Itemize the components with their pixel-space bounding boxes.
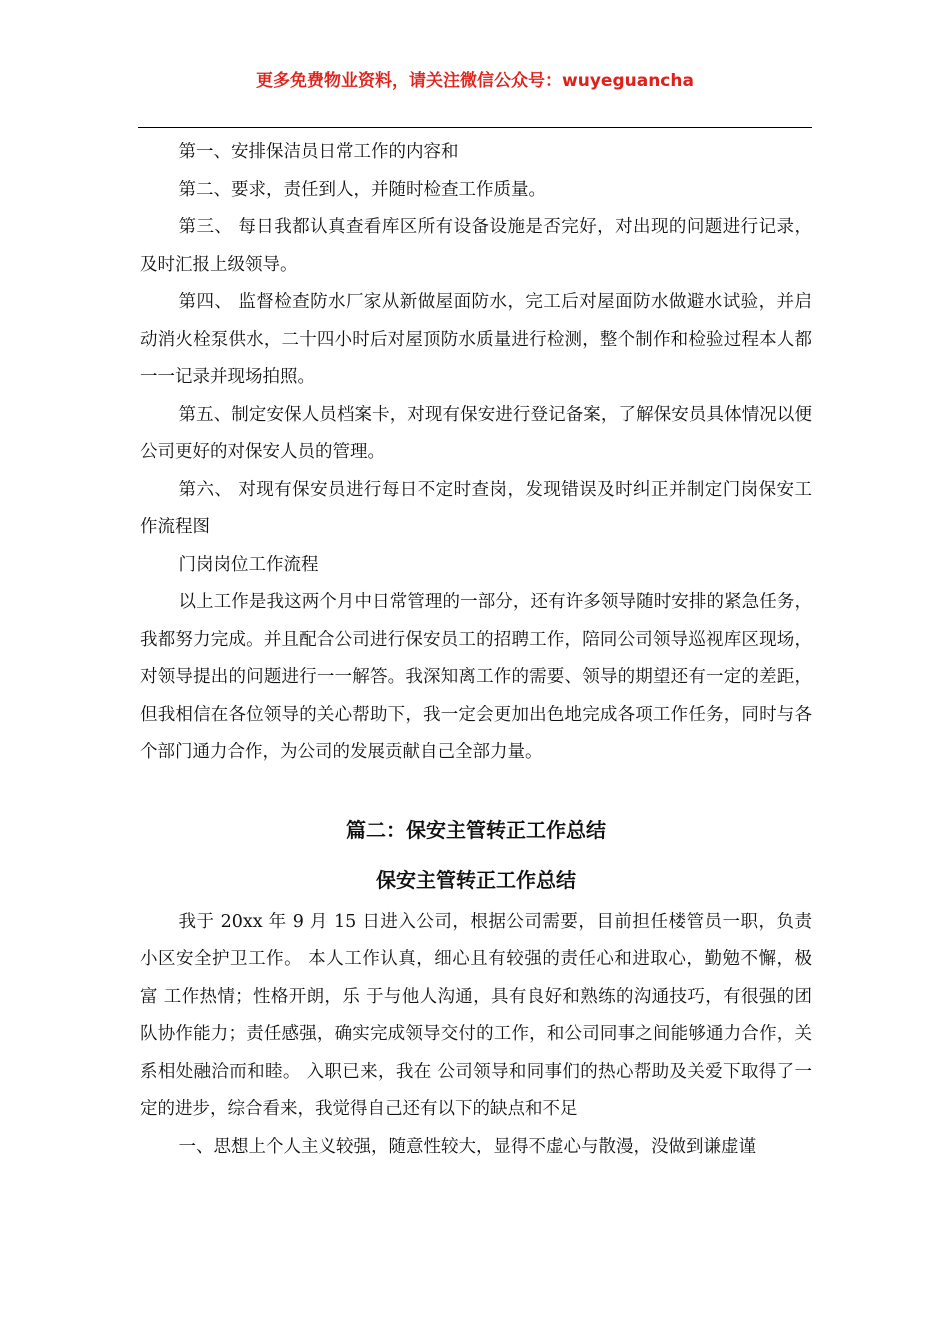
- document-body: [140, 134, 812, 1166]
- document-title: 保安主管转正工作总结: [376, 867, 576, 892]
- paragraph: 第四、 监督检查防水厂家从新做屋面防水，完工后对屋面防水做避水试验，并启动消火栓泵供水，二十四小时后对屋顶防水质量进行检测，整个制作和检验过程本人都一一记录并现场拍照。: [140, 292, 812, 387]
- paragraph: 第五、制定安保人员档案卡，对现有保安进行登记备案，了解保安员具体情况以便公司更好的对保安人员的管理。: [140, 404, 812, 462]
- promo-header: 更多免费物业资料，请关注微信公众号：wuyeguancha: [256, 71, 694, 91]
- header-divider: [138, 127, 812, 128]
- paragraph: 以上工作是我这两个月中日常管理的一部分，还有许多领导随时安排的紧急任务，我都努力完成。并且配合公司进行保安员工的招聘工作，陪同公司领导巡视库区现场，对领导提出的问题进行一一解答。我深知离工作的需要、领导的期望还有一定的差距，但我相信在各位领导的关心帮助下，我一定会更加出色地完成各项工作任务，同时与各个部门通力合作，为公司的发展贡献自己全部力量。: [140, 592, 812, 762]
- paragraph: 第三、 每日我都认真查看库区所有设备设施是否完好，对出现的问题进行记录，及时汇报上级领导。: [140, 217, 812, 275]
- paragraph: 第二、要求，责任到人，并随时检查工作质量。: [178, 179, 546, 200]
- paragraph: 我于 20xx 年 9 月 15 日进入公司，根据公司需要，目前担任楼管员一职，负责小区安全护卫工作。 本人工作认真，细心且有较强的责任心和进取心，勤勉不懈，极 富 工作热情；性格开朗，乐 于与他人沟通，具有良好和熟练的沟通技巧，有很强的团队协作能力；责任感强，确实完成领导交付的工作，和公司同事之间能够通力合作，关系相处融洽而和睦。 入职已来，我在 公司领导和同事们的热心帮助及关爱下取得了一定的进步，综合看来，我觉得自己还有以下的缺点和不足: [140, 911, 812, 1119]
- paragraph: 第一、安排保洁员日常工作的内容和: [178, 142, 459, 162]
- paragraph: 第六、 对现有保安员进行每日不定时查岗，发现错误及时纠正并制定门岗保安工作流程图: [140, 479, 812, 537]
- paragraph: 门岗岗位工作流程: [178, 554, 319, 575]
- section-title: 篇二：保安主管转正工作总结: [346, 817, 606, 842]
- section-spacer: [140, 772, 812, 806]
- paragraph: 一、思想上个人主义较强，随意性较大，显得不虚心与散漫，没做到谦虚谨: [178, 1136, 756, 1157]
